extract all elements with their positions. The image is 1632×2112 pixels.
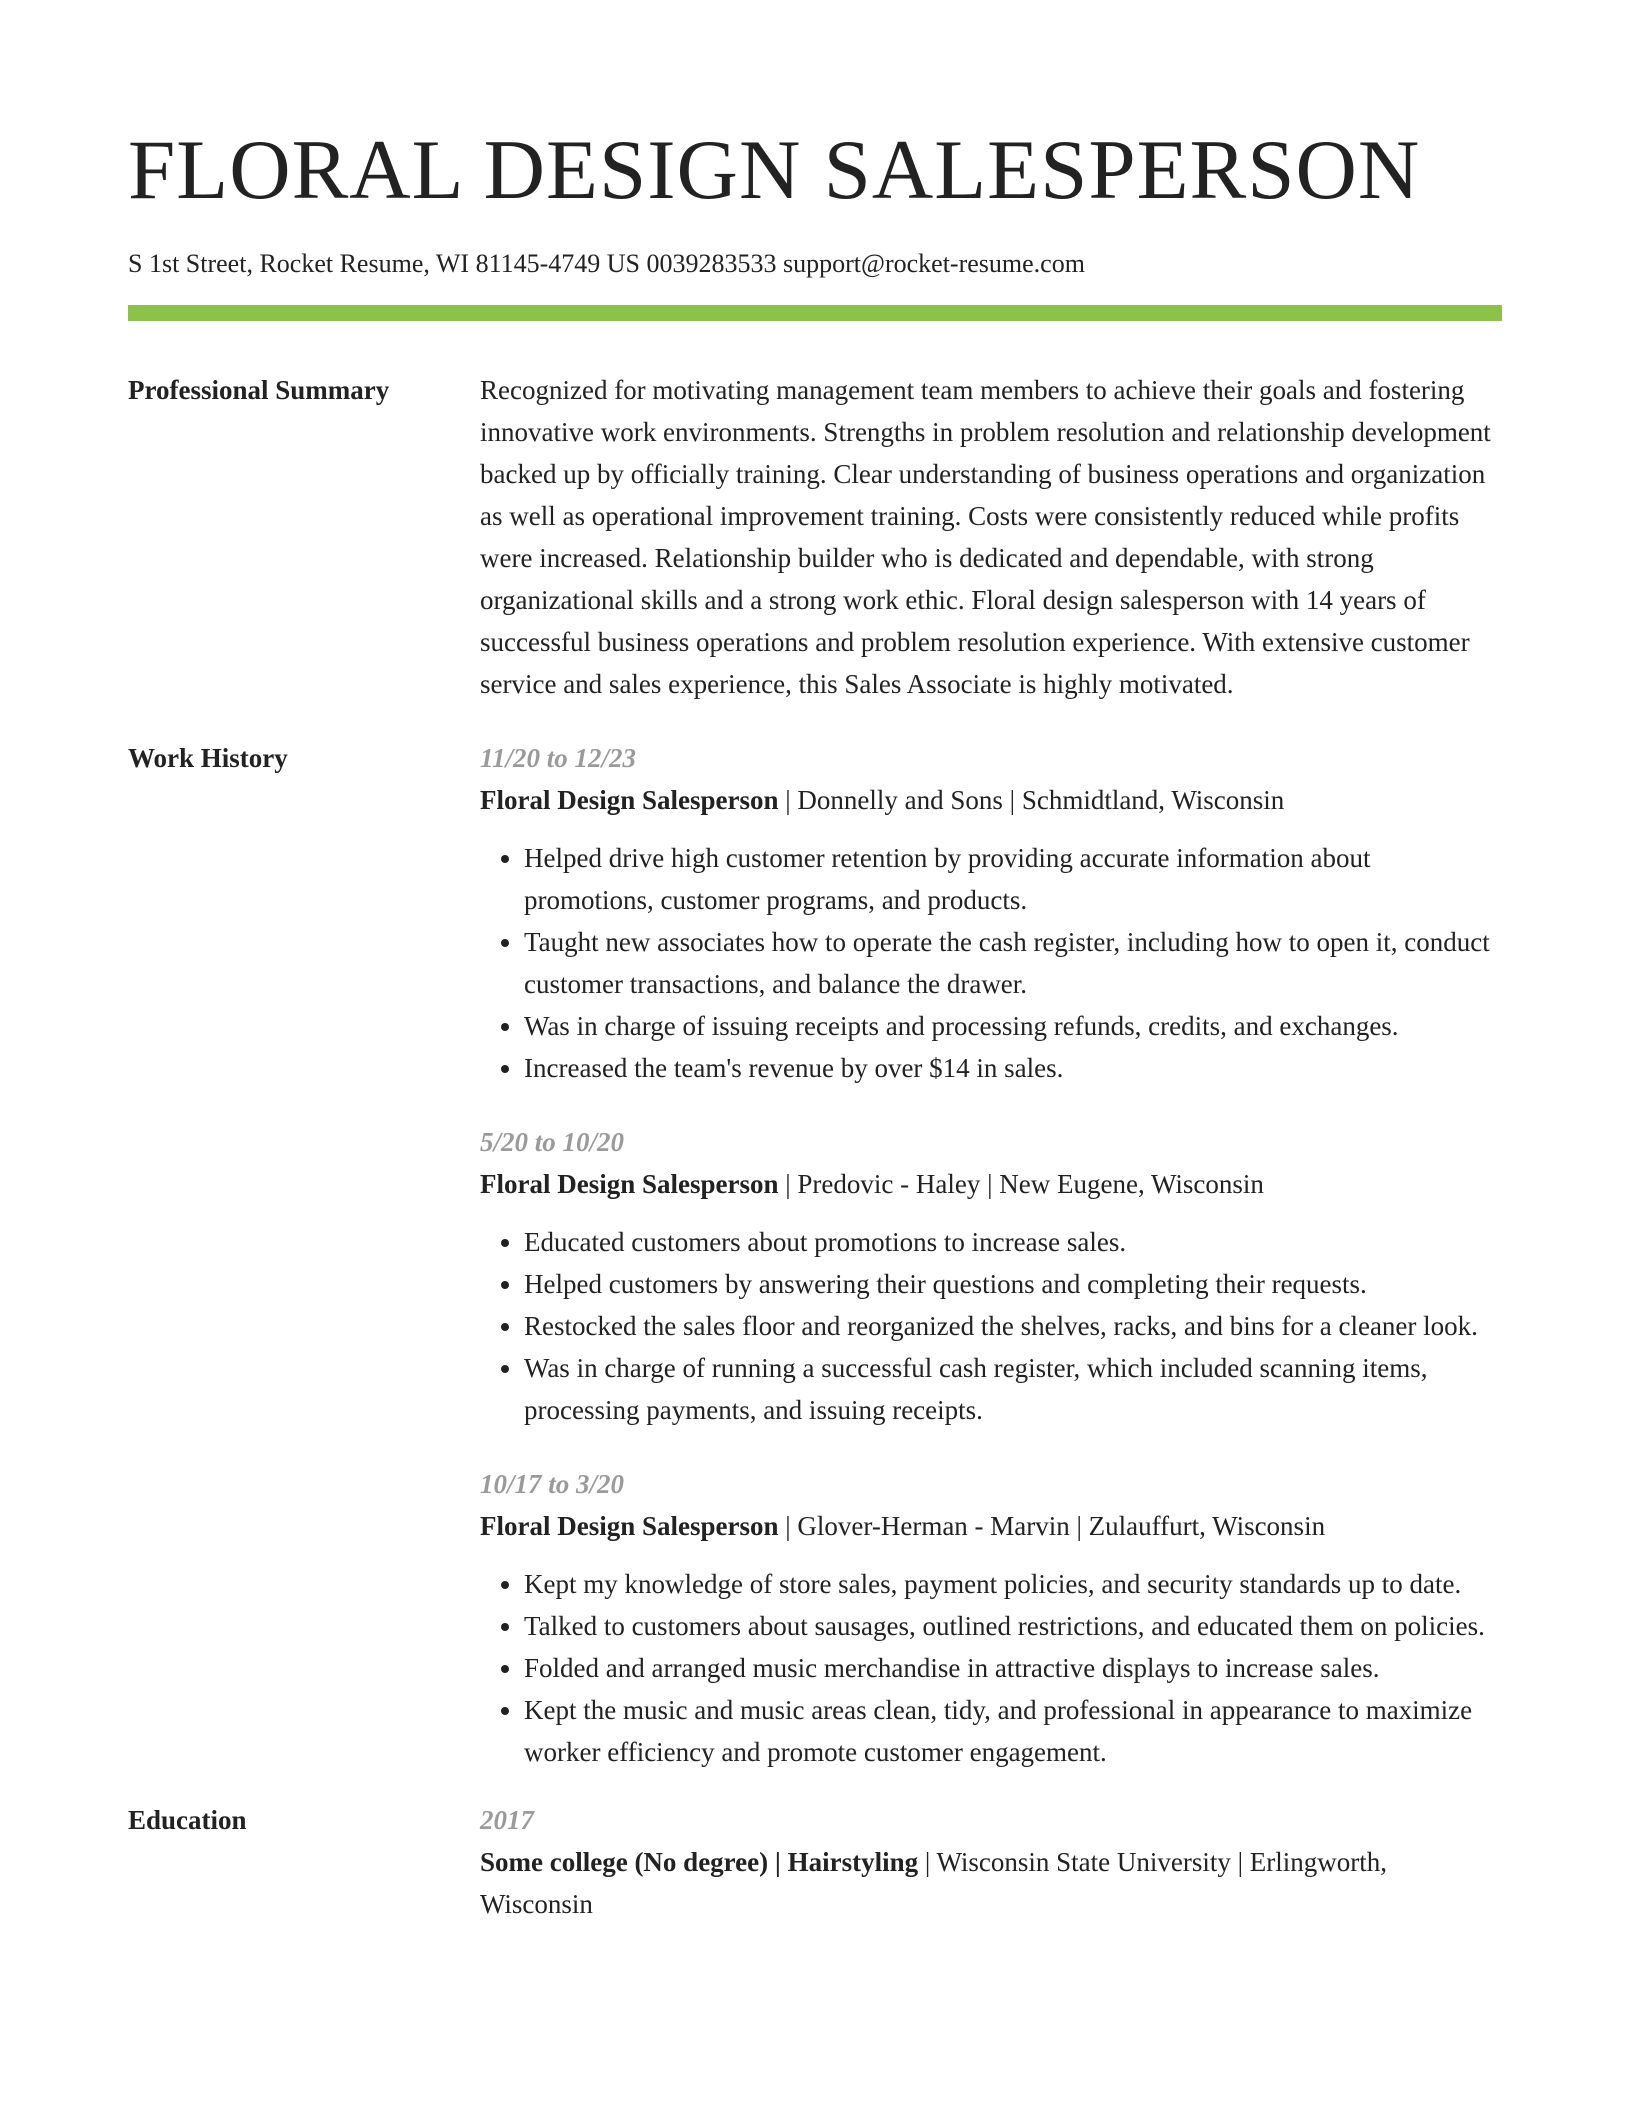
job-bullet: • Educated customers about promotions to increase sales. xyxy=(524,1221,1502,1263)
job-bullets xyxy=(480,1221,1502,1431)
job-title: Floral Design Salesperson xyxy=(480,1169,779,1199)
contact-phone: 0039283533 xyxy=(646,249,777,278)
header-divider xyxy=(128,305,1502,321)
job-bullet: • Restocked the sales floor and reorganized the shelves, racks, and bins for a cleaner look. xyxy=(524,1305,1502,1347)
section-label-work-history: Work History xyxy=(128,743,288,773)
job-details: | Donnelly and Sons | Schmidtland, Wisconsin xyxy=(778,785,1285,815)
job-dates: 10/17 to 3/20 xyxy=(480,1469,625,1499)
work-history-body xyxy=(480,737,1502,1773)
job-heading xyxy=(480,1505,1502,1547)
job-title: Floral Design Salesperson xyxy=(480,1511,779,1541)
job-bullet: • Taught new associates how to operate the cash register, including how to open it, conduct customer transactions, and balance the drawer. xyxy=(524,921,1502,1005)
job-dates: 11/20 to 12/23 xyxy=(480,743,637,773)
education-body xyxy=(480,1799,1502,1925)
section-label-education: Education xyxy=(128,1805,247,1835)
education-degree: Some college (No degree) | Hairstyling xyxy=(480,1847,919,1877)
job-bullet: • Helped drive high customer retention by providing accurate information about promotions, customer programs, and products. xyxy=(524,837,1502,921)
education-heading xyxy=(480,1841,1502,1925)
section-label-summary: Professional Summary xyxy=(128,375,390,405)
contact-email: support@rocket-resume.com xyxy=(783,249,1085,278)
job-bullet: • Folded and arranged music merchandise in attractive displays to increase sales. xyxy=(524,1647,1502,1689)
job-bullet: • Talked to customers about sausages, outlined restrictions, and educated them on policies. xyxy=(524,1605,1502,1647)
professional-summary-section xyxy=(128,369,1502,705)
job-entry xyxy=(480,1121,1502,1431)
job-bullet: • Kept my knowledge of store sales, payment policies, and security standards up to date. xyxy=(524,1563,1502,1605)
job-details: | Predovic - Haley | New Eugene, Wisconsin xyxy=(778,1169,1264,1199)
education-year: 2017 xyxy=(480,1805,534,1835)
job-bullet: • Was in charge of issuing receipts and processing refunds, credits, and exchanges. xyxy=(524,1005,1502,1047)
contact-line xyxy=(128,246,1502,282)
contact-address: S 1st Street, Rocket Resume, WI 81145-4749 US xyxy=(128,249,641,278)
job-title: Floral Design Salesperson xyxy=(480,785,779,815)
job-bullets xyxy=(480,837,1502,1089)
job-bullet: • Kept the music and music areas clean, tidy, and professional in appearance to maximize worker efficiency and promote customer engagement. xyxy=(524,1689,1502,1773)
job-heading xyxy=(480,779,1502,821)
job-entry xyxy=(480,737,1502,1089)
summary-text: Recognized for motivating management team members to achieve their goals and fostering innovative work environments. Strengths in problem resolution and relationship development backed up by officially training. Clear understanding of business operations and organization as well as operational improvement training. Costs were consistently reduced while profits were increased. Relationship builder who is dedicated and dependable, with strong organizational skills and a strong work ethic. Floral design salesperson with 14 years of successful business operations and problem resolution experience. With extensive customer service and sales experience, this Sales Associate is highly motivated. xyxy=(480,375,1491,699)
job-details: | Glover-Herman - Marvin | Zulauffurt, Wisconsin xyxy=(778,1511,1326,1541)
education-section xyxy=(128,1799,1502,1925)
work-history-section xyxy=(128,737,1502,1773)
education-details: | Wisconsin State University | Erlingworth, Wisconsin xyxy=(480,1847,1388,1919)
job-entry xyxy=(480,1463,1502,1773)
job-heading xyxy=(480,1163,1502,1205)
resume-name: FLORAL DESIGN SALESPERSON xyxy=(128,123,1421,217)
job-bullet: • Increased the team's revenue by over $14 in sales. xyxy=(524,1047,1502,1089)
job-bullets xyxy=(480,1563,1502,1773)
job-bullet: • Was in charge of running a successful cash register, which included scanning items, processing payments, and issuing receipts. xyxy=(524,1347,1502,1431)
job-bullet: • Helped customers by answering their questions and completing their requests. xyxy=(524,1263,1502,1305)
job-dates: 5/20 to 10/20 xyxy=(480,1127,625,1157)
